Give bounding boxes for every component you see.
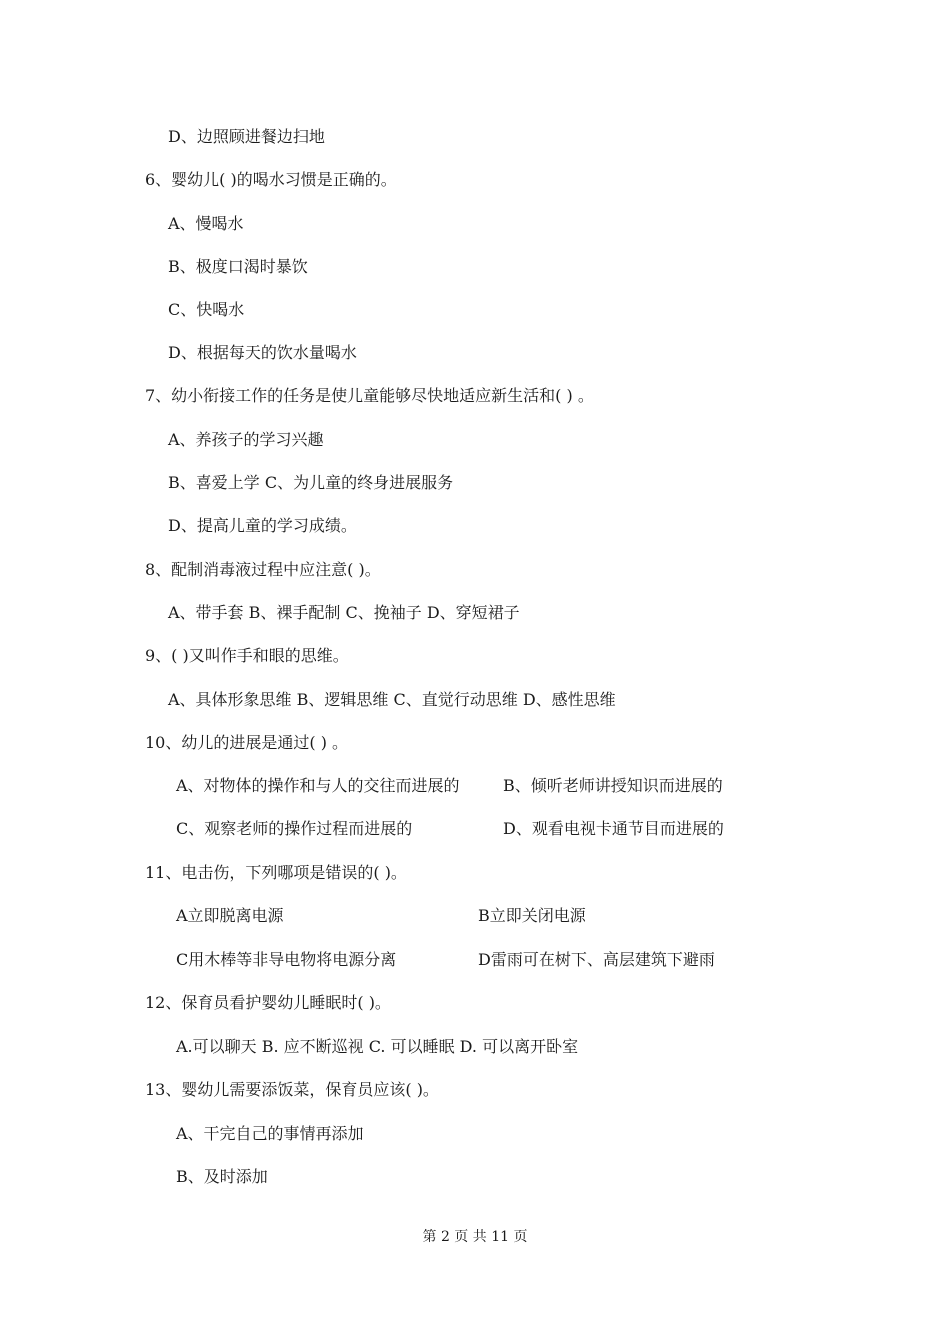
- q7-option-a: A、养孩子的学习兴趣: [168, 430, 324, 449]
- q11-option-c: C用木棒等非导电物将电源分离: [176, 950, 397, 969]
- q6-option-d: D、根据每天的饮水量喝水: [168, 343, 357, 362]
- q5-option-d: D、边照顾进餐边扫地: [168, 127, 325, 146]
- q10-option-c: C、观察老师的操作过程而进展的: [176, 819, 413, 838]
- q6-stem: 6、婴幼儿( )的喝水习惯是正确的。: [145, 170, 397, 189]
- q11-option-a: A立即脱离电源: [176, 906, 284, 925]
- q13-stem: 13、婴幼儿需要添饭菜，保育员应该( )。: [145, 1080, 439, 1099]
- q9-stem: 9、( )又叫作手和眼的思维。: [145, 646, 349, 665]
- page-number-footer: 第 2 页 共 11 页: [422, 1229, 528, 1245]
- q13-option-b: B、及时添加: [176, 1167, 268, 1186]
- q10-option-d: D、观看电视卡通节目而进展的: [503, 819, 724, 838]
- q6-option-c: C、快喝水: [168, 300, 245, 319]
- q6-option-b: B、极度口渴时暴饮: [168, 257, 308, 276]
- q10-option-a: A、对物体的操作和与人的交往而进展的: [176, 776, 460, 795]
- q11-option-d: D雷雨可在树下、高层建筑下避雨: [478, 950, 715, 969]
- q11-option-b: B立即关闭电源: [478, 906, 586, 925]
- q12-options: A.可以聊天 B. 应不断巡视 C. 可以睡眠 D. 可以离开卧室: [176, 1037, 579, 1056]
- q7-option-d: D、提高儿童的学习成绩。: [168, 516, 357, 535]
- q13-option-a: A、干完自己的事情再添加: [176, 1124, 364, 1143]
- q10-stem: 10、幼儿的进展是通过( ) 。: [145, 733, 349, 752]
- q8-options: A、带手套 B、裸手配制 C、挽袖子 D、穿短裙子: [168, 603, 520, 622]
- q7-option-bc: B、喜爱上学 C、为儿童的终身进展服务: [168, 473, 454, 492]
- q12-stem: 12、保育员看护婴幼儿睡眠时( )。: [145, 993, 391, 1012]
- q9-options: A、具体形象思维 B、逻辑思维 C、直觉行动思维 D、感性思维: [168, 690, 616, 709]
- q6-option-a: A、慢喝水: [168, 214, 244, 233]
- q7-stem: 7、幼小衔接工作的任务是使儿童能够尽快地适应新生活和( ) 。: [145, 386, 594, 405]
- q11-stem: 11、电击伤，下列哪项是错误的( )。: [145, 863, 407, 882]
- q10-option-b: B、倾听老师讲授知识而进展的: [503, 776, 723, 795]
- q8-stem: 8、配制消毒液过程中应注意( )。: [145, 560, 381, 579]
